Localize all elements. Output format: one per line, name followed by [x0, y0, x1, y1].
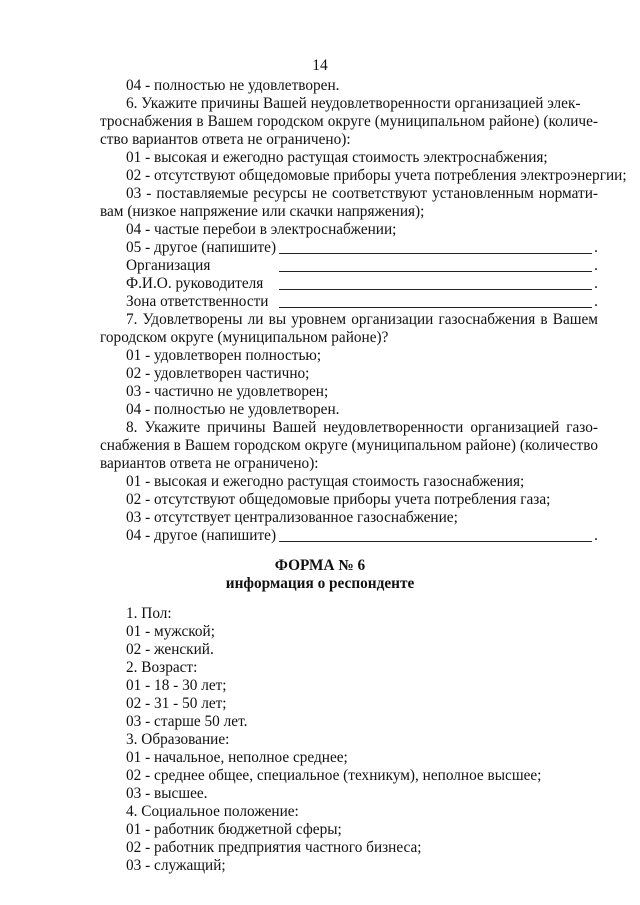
- question-7-line-1: 7. Удовлетворены ли вы уровнем организации газоснабжения в Вашем: [126, 311, 598, 328]
- gender-option-02: 02 - женский.: [126, 641, 214, 658]
- answer-04-line: 04 - полностью не удовлетворен.: [126, 77, 340, 94]
- form-subtitle: информация о респонденте: [225, 575, 415, 592]
- organization-row: [126, 257, 598, 275]
- q6-option-05-dot: .: [594, 239, 598, 256]
- form-question-age: 2. Возраст:: [126, 659, 198, 676]
- question-8-line-1: 8. Укажите причины Вашей неудовлетворенности организацией газо-: [126, 419, 598, 436]
- responsibility-zone-dot: .: [594, 293, 598, 310]
- page-number: 14: [312, 57, 328, 74]
- q6-option-05-row: [126, 239, 598, 257]
- director-name-label: Ф.И.О. руководителя: [126, 275, 264, 292]
- q6-option-05-blank[interactable]: [279, 253, 592, 254]
- q7-option-02: 02 - удовлетворен частично;: [126, 365, 310, 382]
- form-question-education: 3. Образование:: [126, 731, 230, 748]
- q6-option-03-line-1: 03 - поставляемые ресурсы не соответствуют установленным нормати-: [126, 185, 598, 202]
- q8-option-04-blank[interactable]: [279, 541, 592, 542]
- responsibility-zone-row: [126, 293, 598, 311]
- responsibility-zone-blank[interactable]: [279, 307, 592, 308]
- form-title: ФОРМА № 6: [274, 557, 366, 574]
- director-name-dot: .: [594, 275, 598, 292]
- social-option-03: 03 - служащий;: [126, 857, 226, 874]
- q8-option-02: 02 - отсутствуют общедомовые приборы учета потребления газа;: [126, 491, 551, 508]
- question-8-line-2: снабжения в Вашем городском округе (муниципальном районе) (количество: [100, 437, 598, 454]
- education-option-01: 01 - начальное, неполное среднее;: [126, 749, 348, 766]
- social-option-01: 01 - работник бюджетной сферы;: [126, 821, 342, 838]
- q6-option-04: 04 - частые перебои в электроснабжении;: [126, 221, 397, 238]
- q7-option-04: 04 - полностью не удовлетворен.: [126, 401, 340, 418]
- q8-option-04-label: 04 - другое (напишите): [126, 527, 277, 544]
- q7-option-03: 03 - частично не удовлетворен;: [126, 383, 329, 400]
- social-option-02: 02 - работник предприятия частного бизнеса;: [126, 839, 422, 856]
- q6-option-01: 01 - высокая и ежегодно растущая стоимость электроснабжения;: [126, 149, 548, 166]
- q8-option-04-row: [126, 527, 598, 545]
- q6-option-03-line-2: вам (низкое напряжение или скачки напряжения);: [100, 203, 425, 220]
- responsibility-zone-label: Зона ответственности: [126, 293, 269, 310]
- q7-option-01: 01 - удовлетворен полностью;: [126, 347, 322, 364]
- question-6-line-3: ство вариантов ответа не ограничено):: [100, 131, 351, 148]
- form-question-social-status: 4. Социальное положение:: [126, 803, 299, 820]
- organization-label: Организация: [126, 257, 211, 274]
- organization-dot: .: [594, 257, 598, 274]
- question-8-line-3: вариантов ответа не ограничено):: [100, 455, 319, 472]
- q6-option-02: 02 - отсутствуют общедомовые приборы учета потребления электроэнергии;: [126, 167, 627, 184]
- organization-blank[interactable]: [279, 271, 592, 272]
- question-6-line-1: 6. Укажите причины Вашей неудовлетворенности организацией элек-: [126, 95, 581, 112]
- age-option-03: 03 - старше 50 лет.: [126, 713, 248, 730]
- q8-option-01: 01 - высокая и ежегодно растущая стоимость газоснабжения;: [126, 473, 525, 490]
- q8-option-04-dot: .: [594, 527, 598, 544]
- age-option-01: 01 - 18 - 30 лет;: [126, 677, 227, 694]
- director-name-blank[interactable]: [279, 289, 592, 290]
- director-name-row: [126, 275, 598, 293]
- question-6-line-2: троснабжения в Вашем городском округе (муниципальном районе) (количе-: [100, 113, 598, 130]
- form-question-gender: 1. Пол:: [126, 605, 172, 622]
- gender-option-01: 01 - мужской;: [126, 623, 215, 640]
- education-option-03: 03 - высшее.: [126, 785, 208, 802]
- education-option-02: 02 - среднее общее, специальное (техникум), неполное высшее;: [126, 767, 542, 784]
- question-7-line-2: городском округе (муниципальном районе)?: [100, 329, 389, 346]
- q6-option-05-label: 05 - другое (напишите): [126, 239, 277, 256]
- q8-option-03: 03 - отсутствует централизованное газоснабжение;: [126, 509, 458, 526]
- age-option-02: 02 - 31 - 50 лет;: [126, 695, 227, 712]
